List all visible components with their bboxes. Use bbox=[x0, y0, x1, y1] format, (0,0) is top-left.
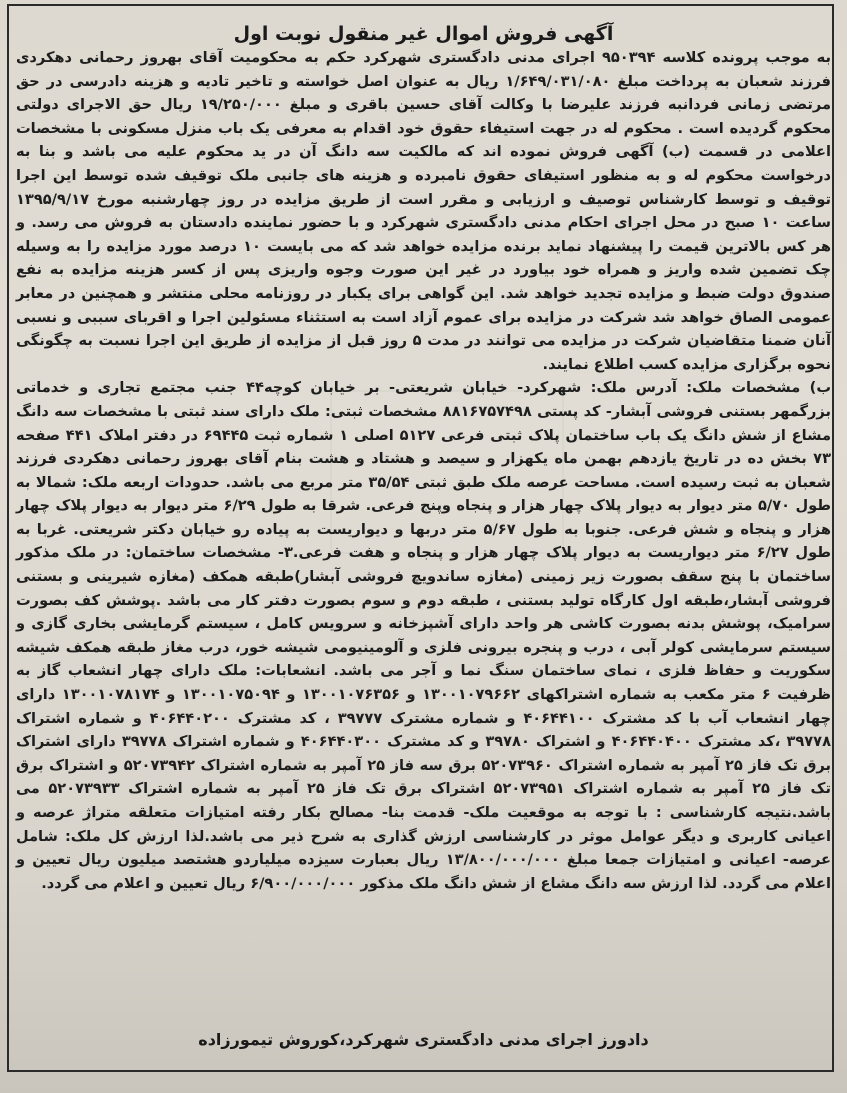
notice-title: آگهی فروش اموال غیر منقول نوبت اول bbox=[233, 22, 614, 45]
notice-signature: دادورز اجرای مدنی دادگستری شهرکرد،کوروش تیمورزاده bbox=[198, 1030, 649, 1049]
property-specs-paragraph: ب) مشخصات ملک: آدرس ملک: شهرکرد- خیابان شریعتی- بر خیابان کوچه۴۴ جنب مجتمع تجاری و خدماتی بزرگمهر بستنی فروشی آبشار- کد پستی ۸۸۱۶۷۵۷۴۹۸ مشخصات ثبتی: ملک دارای سند ثبتی با مشخصات سه دانگ مشاع از شش دانگ یک باب ساختمان پلاک ثبتی فرعی ۵۱۲۷ اصلی ۱ شماره ثبت ۶۹۴۴۵ در دفتر املاک ۴۴۱ صفحه ۷۳ بخش ده در تاریخ یازدهم بهمن ماه یکهزار و سیصد و هشتاد و هشت بنام آقای بهروز رحمانی دهکردی فرزند شعبان به ثبت رسیده است. مساحت عرصه ملک طبق ثبتی ۳۵/۵۴ متر مربع می باشد. حدودات اربعه ملک: شمالا به طول ۵/۷۰ متر دیوار به دیوار پلاک چهار هزار و پنجاه وپنج فرعی. شرقا به طول ۶/۲۹ متر دیوار به دیوار پلاک چهار هزار و پنجاه و شش فرعی. جنوبا به طول ۵/۶۷ متر دربها و دیواریست به پیاده رو خیابان دکتر شریعتی. غربا به طول ۶/۲۷ متر دیواریست به دیوار پلاک چهار هزار و پنجاه و هفت فرعی.۳- مشخصات ساختمان: در ملک مذکور ساختمان با پنج سقف بصورت زیر زمینی (مغازه ساندویچ فروشی آبشار)طبقه همکف (مغازه شیرینی و بستنی فروشی آبشار،طبقه اول کارگاه تولید بستنی ، طبقه دوم و سوم بصورت دفتر کار می باشد .پوشش کف بصورت سرامیک، پوشش بدنه بصورت کاشی هر واحد دارای آشپزخانه و سرویس کامل ، سیستم گرمایشی بخاری گازی و سیستم سرمایشی کولر آبی ، درب و پنجره بیرونی فلزی و آلومینیومی شیشه خور، درب مغاز طبقه همکف شیشه سکوریت و حفاظ فلزی ، نمای ساختمان سنگ نما و آجر می باشد. انشعابات: ملک دارای چهار انشعاب گاز به ظرفیت ۶ متر مکعب به شماره اشتراکهای ۱۳۰۰۱۰۷۹۶۶۲ و ۱۳۰۰۱۰۷۶۳۵۶ و ۱۳۰۰۱۰۷۵۰۹۴ و ۱۳۰۰۱۰۷۸۱۷۴ دارای چهار انشعاب آب با کد مشترک ۴۰۶۴۴۱۰۰ و شماره مشترک ۳۹۷۷۷ ، کد مشترک ۴۰۶۴۴۰۲۰۰ و شماره اشتراک ۳۹۷۷۸ ،کد مشترک ۴۰۶۴۴۰۴۰۰ و اشتراک ۳۹۷۸۰ و کد مشترک ۴۰۶۴۴۰۳۰۰ و شماره اشتراک ۳۹۷۷۸ دارای اشتراک برق تک فاز ۲۵ آمپر به شماره اشتراک ۵۲۰۷۳۹۶۰ برق سه فاز ۲۵ آمپر به شماره اشتراک ۵۲۰۷۳۹۴۲ و اشتراک برق تک فاز ۲۵ آمپر به شماره اشتراک ۵۲۰۷۳۹۵۱ اشتراک برق تک فاز ۲۵ آمپر به شماره اشتراک ۵۲۰۷۳۹۳۳ می باشد.نتیجه کارشناسی : با توجه به موقعیت ملک- قدمت بنا- مصالح بکار رفته امتیازات متعلقه متراژ عرصه و اعیانی کاربری و دیگر عوامل موثر در کارشناسی ارزش گذاری به شرح ذیر می باشد.لذا ارزش کل ملک: شامل عرصه- اعیانی و امتیازات جمعا مبلغ ۱۳/۸۰۰/۰۰۰/۰۰۰ ریال بعبارت سیزده میلیاردو هشتصد میلیون ریال تعیین و اعلام می گردد. لذا ارزش سه دانگ مشاع از شش دانگ ملک مذکور ۶/۹۰۰/۰۰۰/۰۰۰ ریال تعیین و اعلام می گردد. bbox=[16, 379, 832, 892]
notice-body bbox=[16, 46, 831, 895]
notice-main-paragraph: به موجب پرونده کلاسه ۹۵۰۳۹۴ اجرای مدنی دادگستری شهرکرد حکم به محکومیت آقای بهروز رحمانی دهکردی فرزند شعبان به پرداخت مبلغ ۱/۶۴۹/۰۳۱/۰۸۰ ریال به عنوان اصل خواسته و تاخیر تادیه و هزینه دادرسی در حق مرتضی زمانی فردانبه فرزند علیرضا با وکالت آقای حسین باقری و مبلغ ۱۹/۲۵۰/۰۰۰ ریال حق الاجرای دولتی محکوم گردیده است . محکوم له در جهت استیفاء حقوق خود اقدام به معرفی یک باب منزل مسکونی با مشخصات اعلامی در قسمت (ب) آگهی فروش نموده اند که مالکیت سه دانگ آن در ید محکوم علیه می باشد و بنا به درخواست محکوم له و به منظور استیفای حقوق نامبرده و هزینه های جانبی ملک توقیف شده توسط این اجرا توقیف و توسط کارشناس توصیف و ارزیابی و مقرر است از طریق مزایده در روز چهارشنبه مورخ ۱۳۹۵/۹/۱۷ ساعت ۱۰ صبح در محل اجرای احکام مدنی دادگستری شهرکرد و با حضور نماینده دادستان به فروش می رسد. و هر کس بالاترین قیمت را پیشنهاد نماید برنده مزایده خواهد شد که می بایست ۱۰ درصد مورد مزایده را به وسیله چک تضمین شده واریز و همراه خود بیاورد در غیر این صورت وجوه واریزی پس از کسر هزینه مزایده به نفع صندوق دولت ضبط و مزایده تجدید خواهد شد. این گواهی برای یکبار در روزنامه محلی منتشر و همچنین در معابر عمومی الصاق خواهد شد شرکت در مزایده برای عموم آزاد است به استثناء مسئولین اجرا و اقربای سببی و نسبی آنان ضمنا متقاضیان شرکت در مزایده می توانند در مدت ۵ روز قبل از مزایده از طریق این اجرا نسبت به چگونگی نحوه برگزاری مزایده کسب اطلاع نمایند. bbox=[16, 49, 832, 373]
